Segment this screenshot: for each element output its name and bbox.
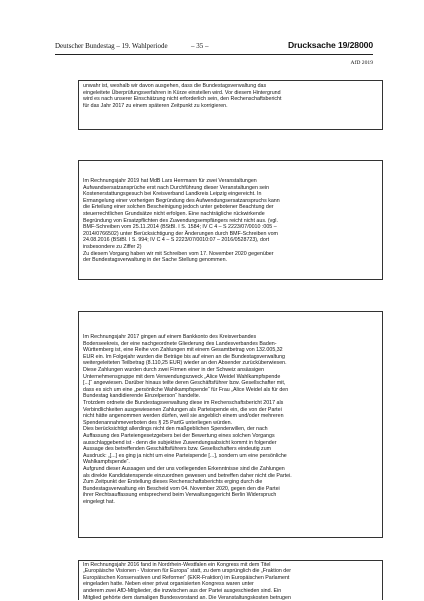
text-line: wird es nach unserer Einschätzung nicht erforderlich sein, den Rechenschaftsbericht (83, 96, 281, 103)
text-line: Mitglied gehörte dem damaligen Bundesvorstand an. Die Veranstaltungskosten betrugen (83, 595, 291, 601)
page-number: – 35 – (191, 42, 209, 50)
document-number: Drucksache 19/28000 (288, 40, 373, 50)
text-line: weitergeleiteten Teilbetrag (8.110,25 EUR) wieder an den Absender zurücküberwiesen. (83, 360, 287, 367)
text-line: Aufgrund dieser Aussagen und der uns vorliegenden Erkenntnisse sind die Zahlungen (83, 466, 285, 473)
text-line: eingelegt hat. (83, 499, 115, 506)
text-line: Bundestagsverwaltung ein Bescheid vom 04. November 2020, gegen den die Partei (83, 486, 280, 493)
text-line: Unternehmensgruppe mit dem Verwendungszweck „Alice Weidel Wahlkampfspende (83, 374, 280, 381)
text-line: die Erteilung einer solchen Bescheinigung jedoch unter gebotener Beachtung der (83, 204, 274, 211)
text-line: Trotzdem ordnete die Bundestagsverwaltung diese im Rechenschaftsbericht 2017 als (83, 400, 283, 407)
text-line: Begründung von Ersatzpflichten des Zuwendungsempfängers reicht nicht aus. (vgl. (83, 218, 278, 225)
text-block-2 (78, 160, 383, 280)
text-line: ausschlaggebend ist - denn die subjektive Zuwendungsabsicht kommt in folgender (83, 440, 276, 447)
text-line: Verbindlichkeiten ausgewiesenen Zahlungen als Parteispende ein, die von der Partei (83, 407, 282, 414)
text-line: Wahlkampfspende“. (83, 459, 130, 466)
text-line: eingeladen hatte. Neben einer privat organisierten Kongress waren unter (83, 581, 254, 588)
text-line: Kostenerstattungsgesuch bei Kreisverband Landkreis Leipzig eingereicht. In (83, 191, 261, 198)
text-line: Aufwandsersatzansprüche erst nach Durchführung dieser Veranstaltungen sein (83, 185, 269, 192)
text-line: unwahr ist, weshalb wir davon ausgehen, dass die Bundestagsverwaltung das (83, 83, 266, 90)
text-block-1 (78, 80, 383, 130)
text-line: für das Jahr 2017 zu einem späteren Zeitpunkt zu korrigieren. (83, 103, 228, 110)
text-line: Auffassung des Parteiengesetzgebers bei der Bewertung eines solchen Vorgangs (83, 433, 275, 440)
text-line: [...]“ angewiesen. Darüber hinaus teilte deren Geschäftsführer bzw. Gesellschafter mit, (83, 380, 285, 387)
text-line: Bodenseekreis, der eine nachgeordnete Gliederung des Landesverbandes Baden- (83, 341, 276, 348)
running-header (55, 40, 373, 54)
publisher-label: Deutscher Bundestag – 19. Wahlperiode (55, 42, 168, 50)
text-line: der Bundestagsverwaltung in der Sache Stellung genommen. (83, 257, 227, 264)
text-line: Im Rechnungsjahr 2017 gingen auf einem Bankkonto des Kreisverbandes (83, 334, 256, 341)
text-line: steuerrechtlichen Grundsätze nicht erfolgen. Eine nachträgliche rückwirkende (83, 211, 265, 218)
text-line: insbesondere zu Ziffer 2) (83, 244, 142, 251)
text-block-3 (78, 311, 383, 538)
text-line: Württemberg ist, eine Reihe von Zahlungen mit einem Gesamtbetrag von 132.005,32 (83, 347, 283, 354)
party-label: AfD 2019 (350, 60, 373, 66)
text-line: Diese Zahlungen wurden durch zwei Firmen einer in der Schweiz ansässigen (83, 367, 264, 374)
text-line: Im Rechnungsjahr 2016 fand in Nordrhein-Westfalen ein Kongress mit dem Titel (83, 562, 270, 569)
text-line: Im Rechnungsjahr 2019 hat MdB Lars Herrmann für zwei Veranstaltungen (83, 178, 257, 185)
text-line: Bundestag kandidierende Einzelperson“ handelte. (83, 393, 200, 400)
text-line: Europäischen Konservativen und Reformer“ (EKR-Fraktion) im Europäischen Parlament (83, 575, 289, 582)
text-line: anderem zwei AfD-Mitglieder, die inzwischen aus der Partei ausgeschieden sind. Ein (83, 588, 281, 595)
text-line: „Europäische Visionen - Visionen für Europa“ statt, zu dem ursprünglich die „Fraktion der (83, 568, 291, 575)
text-line: dass es sich um eine „persönliche Wahlkampfspende“ für Frau „Alice Weidel als für den (83, 387, 288, 394)
text-line: Spendenannahmeverboten des § 25 PartG unterliegen würden. (83, 420, 232, 427)
text-line: Zum Zeitpunkt der Erstellung dieses Rechenschaftsberichts erging durch die (83, 479, 262, 486)
text-line: Zu diesem Vorgang haben wir mit Schreiben vom 17. November 2020 gegenüber (83, 251, 274, 258)
text-line: eingeleitete Überprüfungsverfahren in Kürze einstellen wird. Vor diesem Hintergrund (83, 90, 281, 97)
text-line: Dies berücksichtigt allerdings nicht den maßgeblichen Spenderwillen, der nach (83, 426, 268, 433)
text-line: Ermangelung einer vorherigen Begründung des Aufwendungsersatzanspruchs kann (83, 198, 280, 205)
text-line: Ausdruck: „[...] es ging ja nicht um eine Parteispende [...], sondern um eine persönliche (83, 453, 287, 460)
text-line: EUR ein. Im Folgejahr wurden die Beträge bis auf einen an die Bundestagsverwaltung (83, 354, 285, 361)
text-line: ihrer Rechtsauffassung entsprechend beim Verwaltungsgericht Berlin Widerspruch (83, 492, 276, 499)
text-line: nicht hätte angenommen werden dürfen, weil sie angeblich einem und/oder mehreren (83, 413, 284, 420)
text-line: 2014/0766502) unter Berücksichtigung der Änderungen durch BMF-Schreiben vom (83, 231, 278, 238)
text-line: als direkte Kandidatenspende einzuordnen gewesen und betreffen daher nicht die Partei. (83, 473, 292, 480)
header-rule (55, 54, 373, 55)
text-line: BMF-Schreiben vom 25.11.2014 (BStBl. I S. 1584; IV C 4 – S 2223/07/0010 :005 – (83, 224, 277, 231)
text-line: 24.08.2016 (BStBl. I S. 994; IV C 4 – S 2223/07/0010:07 – 2016/0528723), dort (83, 237, 269, 244)
text-block-4 (78, 560, 383, 600)
text-line: Aussage des betreffenden Geschäftsführers bzw. Gesellschafters eindeutig zum (83, 446, 271, 453)
